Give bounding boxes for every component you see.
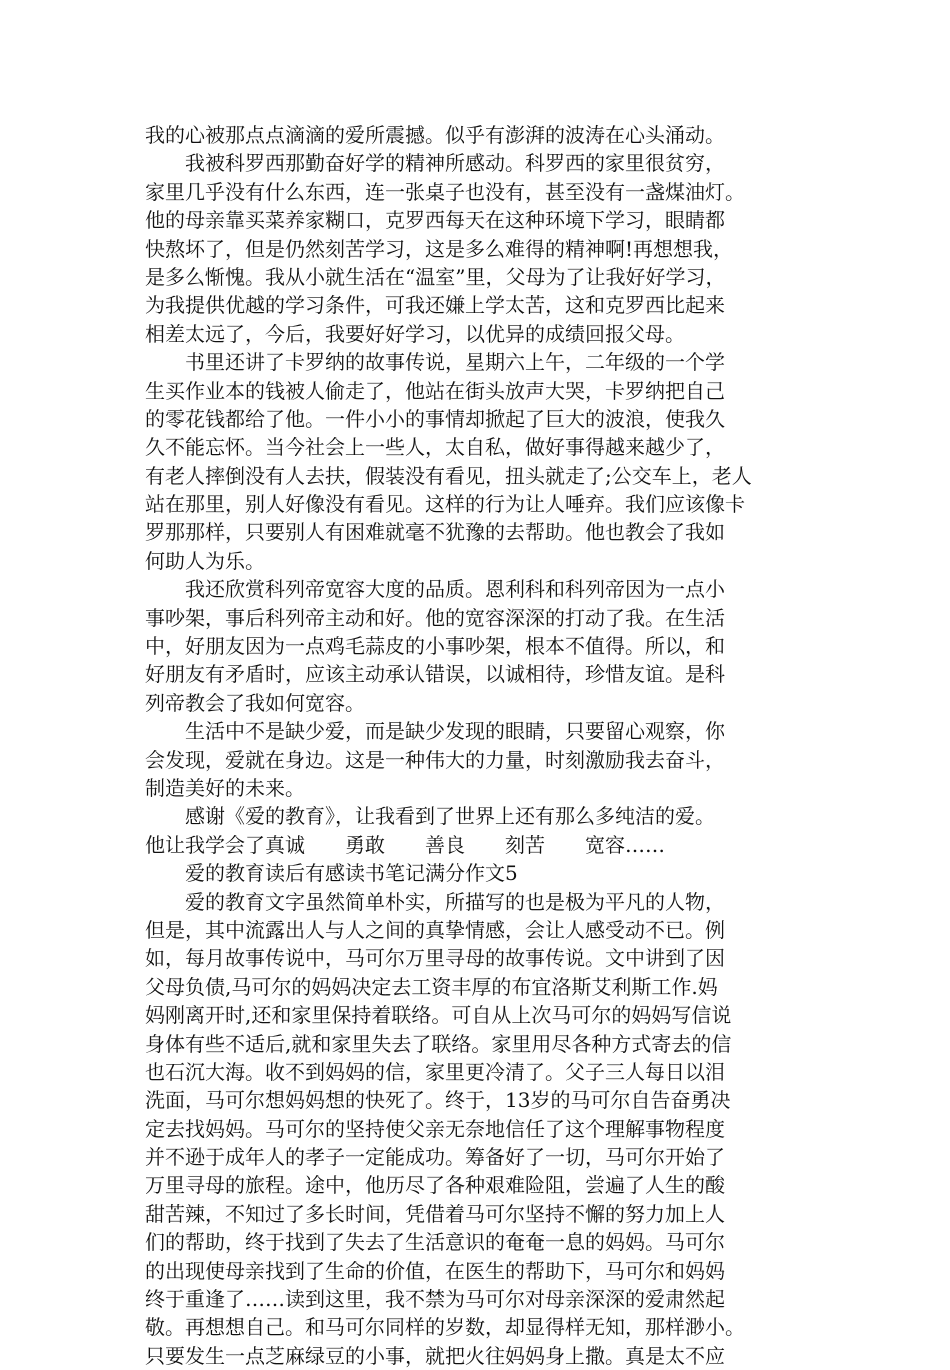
text-line: 甜苦辣，不知过了多长时间，凭借着马可尔坚持不懈的努力加上人: [145, 1201, 725, 1226]
text-line: 为我提供优越的学习条件，可我还嫌上学太苦，这和克罗西比起来: [145, 293, 725, 318]
text-line: 生买作业本的钱被人偷走了，他站在街头放声大哭，卡罗纳把自己: [145, 378, 725, 403]
text-line: 的出现使母亲找到了生命的价值，在医生的帮助下，马可尔和妈妈: [145, 1258, 725, 1283]
document-page: [145, 121, 825, 1370]
text-line: 家里几乎没有什么东西，连一张桌子也没有，甚至没有一盏煤油灯。: [145, 179, 745, 204]
text-line: 感谢《爱的教育》，让我看到了世界上还有那么多纯洁的爱。: [145, 804, 715, 829]
text-line: 罗那那样，只要别人有困难就毫不犹豫的去帮助。他也教会了我如: [145, 520, 725, 545]
text-line: 我还欣赏科列帝宽容大度的品质。恩利科和科列帝因为一点小: [145, 577, 725, 602]
text-line: 中，好朋友因为一点鸡毛蒜皮的小事吵架，根本不值得。所以，和: [145, 634, 725, 659]
text-line: 生活中不是缺少爱，而是缺少发现的眼睛，只要留心观察，你: [145, 719, 725, 744]
text-line: 们的帮助，终于找到了失去了生活意识的奄奄一息的妈妈。马可尔: [145, 1230, 725, 1255]
text-line: 如，每月故事传说中，马可尔万里寻母的故事传说。文中讲到了因: [145, 946, 725, 971]
text-line: 终于重逢了……读到这里，我不禁为马可尔对母亲深深的爱肃然起: [145, 1287, 725, 1312]
text-line: 并不逊于成年人的孝子一定能成功。筹备好了一切，马可尔开始了: [145, 1145, 725, 1170]
text-line: 是多么惭愧。我从小就生活在“温室”里，父母为了让我好好学习，: [145, 264, 726, 289]
text-line: 敬。再想想自己。和马可尔同样的岁数，却显得样无知，那样渺小。: [145, 1315, 745, 1340]
text-line: 妈刚离开时,还和家里保持着联络。可自从上次马可尔的妈妈写信说: [145, 1003, 732, 1028]
text-line: 但是，其中流露出人与人之间的真挚情感，会让人感受动不已。例: [145, 917, 725, 942]
text-line: 定去找妈妈。马可尔的坚持使父亲无奈地信任了这个理解事物程度: [145, 1116, 725, 1141]
text-line: 父母负债,马可尔的妈妈决定去工资丰厚的布宜洛斯艾利斯工作.妈: [145, 974, 718, 999]
section-heading: 爱的教育读后有感读书笔记满分作文5: [145, 861, 518, 886]
text-line: 也石沉大海。收不到妈妈的信，家里更冷清了。父子三人每日以泪: [145, 1059, 725, 1084]
text-line: 列帝教会了我如何宽容。: [145, 690, 365, 715]
text-line: 久不能忘怀。当今社会上一些人，太自私，做好事得越来越少了，: [145, 435, 725, 460]
text-line: 万里寻母的旅程。途中，他历尽了各种艰难险阻，尝遍了人生的酸: [145, 1173, 725, 1198]
text-line: 身体有些不适后,就和家里失去了联络。家里用尽各种方式寄去的信: [145, 1031, 732, 1056]
text-line: 我被科罗西那勤奋好学的精神所感动。科罗西的家里很贫穷，: [145, 151, 725, 176]
text-line: 制造美好的未来。: [145, 775, 305, 800]
text-line: 快熬坏了，但是仍然刻苦学习，这是多么难得的精神啊!再想想我，: [145, 236, 734, 261]
text-line: 书里还讲了卡罗纳的故事传说，星期六上午，二年级的一个学: [145, 350, 725, 375]
text-line: 洗面，马可尔想妈妈想的快死了。终于，13岁的马可尔自告奋勇决: [145, 1088, 731, 1113]
text-line: 爱的教育文字虽然简单朴实，所描写的也是极为平凡的人物，: [145, 889, 725, 914]
text-line: 有老人摔倒没有人去扶，假装没有看见，扭头就走了;公交车上，老人: [145, 463, 752, 488]
text-line: 站在那里，别人好像没有看见。这样的行为让人唾弃。我们应该像卡: [145, 492, 745, 517]
text-line: 我的心被那点点滴滴的爱所震撼。似乎有澎湃的波涛在心头涌动。: [145, 123, 725, 147]
text-line: 相差太远了，今后，我要好好学习，以优异的成绩回报父母。: [145, 321, 685, 346]
text-line: 何助人为乐。: [145, 548, 265, 573]
text-line: 好朋友有矛盾时，应该主动承认错误，以诚相待，珍惜友谊。是科: [145, 662, 725, 687]
text-line: 事吵架，事后科列帝主动和好。他的宽容深深的打动了我。在生活: [145, 605, 725, 630]
text-line: 只要发生一点芝麻绿豆的小事，就把火往妈妈身上撒。真是太不应: [145, 1343, 725, 1368]
text-line: 他让我学会了真诚 勇敢 善良 刻苦 宽容……: [145, 832, 665, 857]
text-line: 会发现，爱就在身边。这是一种伟大的力量，时刻激励我去奋斗，: [145, 747, 725, 772]
text-line: 的零花钱都给了他。一件小小的事情却掀起了巨大的波浪，使我久: [145, 406, 725, 431]
text-line: 他的母亲靠买菜养家糊口，克罗西每天在这种环境下学习，眼睛都: [145, 208, 725, 233]
